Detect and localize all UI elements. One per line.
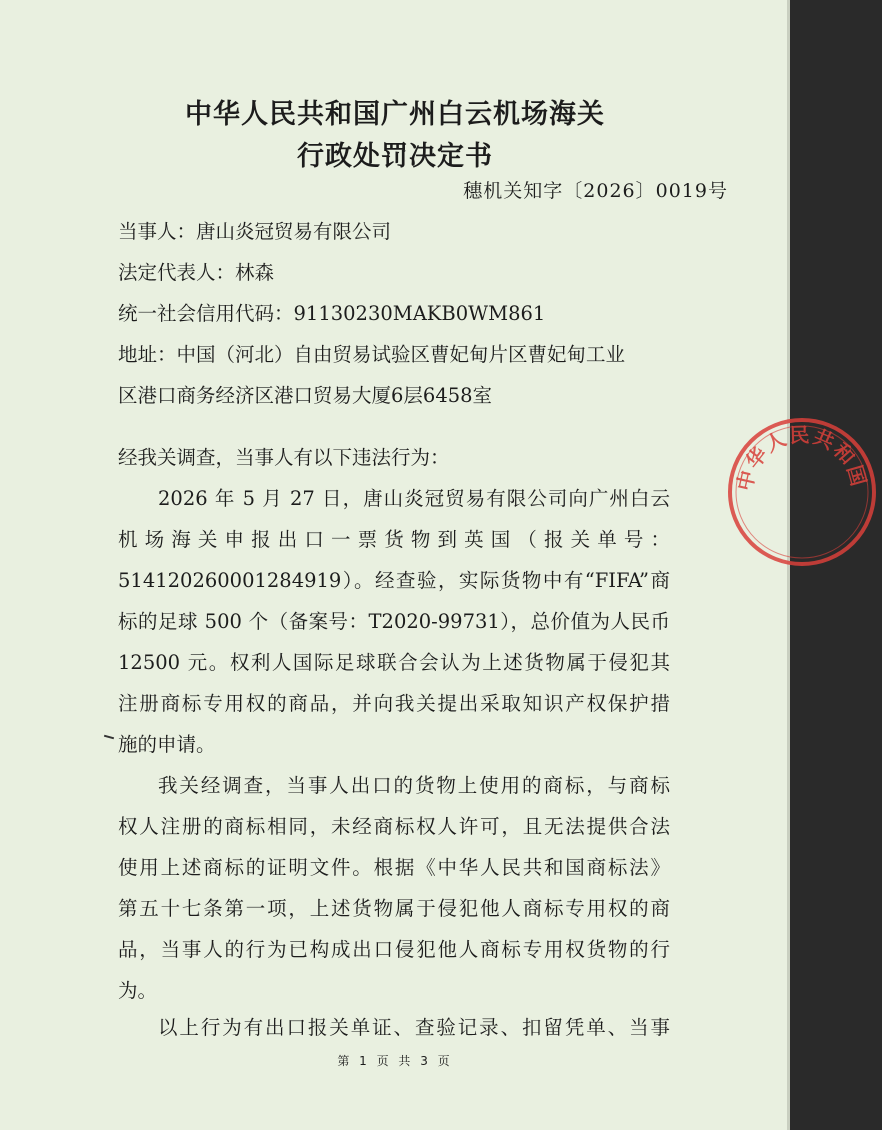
- party-name: 当事人：唐山炎冠贸易有限公司: [118, 220, 392, 243]
- paragraph1-line: 2026 年 5 月 27 日，唐山炎冠贸易有限公司向广州白云: [158, 487, 670, 510]
- paragraph2-line: 使用上述商标的证明文件。根据《中华人民共和国商标法》: [118, 856, 670, 879]
- official-seal: [722, 412, 882, 572]
- paragraph1-line: 机场海关申报出口一票货物到英国（报关单号：: [118, 528, 670, 551]
- paragraph1-line: 514120260001284919）。经查验，实际货物中有“FIFA”商: [118, 569, 670, 592]
- document-title-line2: 行政处罚决定书: [297, 141, 493, 172]
- paragraph2-line: 第五十七条第一项，上述货物属于侵犯他人商标专用权的商: [118, 897, 670, 920]
- paragraph1-line: 施的申请。: [118, 733, 216, 756]
- credit-code: 统一社会信用代码：91130230MAKB0WM861: [118, 302, 546, 325]
- legal-representative: 法定代表人：林森: [118, 261, 275, 284]
- paragraph1-line: 标的足球 500 个（备案号：T2020-99731），总价值为人民币: [118, 610, 670, 633]
- document-number: 穗机关知字〔2026〕0019号: [463, 180, 728, 202]
- paragraph1-line: 12500 元。权利人国际足球联合会认为上述货物属于侵犯其: [118, 651, 670, 674]
- address-line2: 区港口商务经济区港口贸易大厦6层6458室: [118, 384, 493, 407]
- svg-text:中华人民共和国: [732, 423, 871, 493]
- page-footer: 第 1 页 共 3 页: [337, 1054, 453, 1068]
- address-line1: 地址：中国（河北）自由贸易试验区曹妃甸片区曹妃甸工业: [118, 343, 626, 366]
- paragraph1-line: 注册商标专用权的商品，并向我关提出采取知识产权保护措: [118, 692, 670, 715]
- paragraph2-line: 为。: [118, 979, 158, 1002]
- document-title-line1: 中华人民共和国广州白云机场海关: [185, 99, 605, 130]
- scan-mark: [104, 735, 114, 740]
- seal-text: 中华人民共和国: [732, 422, 872, 493]
- paragraph2-line: 权人注册的商标相同，未经商标权人许可，且无法提供合法: [118, 815, 670, 838]
- paragraph2-line: 我关经调查，当事人出口的货物上使用的商标，与商标: [158, 774, 670, 797]
- investigation-intro: 经我关调查，当事人有以下违法行为：: [118, 446, 450, 469]
- paragraph3-line: 以上行为有出口报关单证、查验记录、扣留凭单、当事: [158, 1016, 670, 1039]
- paragraph2-line: 品，当事人的行为已构成出口侵犯他人商标专用权货物的行: [118, 938, 670, 961]
